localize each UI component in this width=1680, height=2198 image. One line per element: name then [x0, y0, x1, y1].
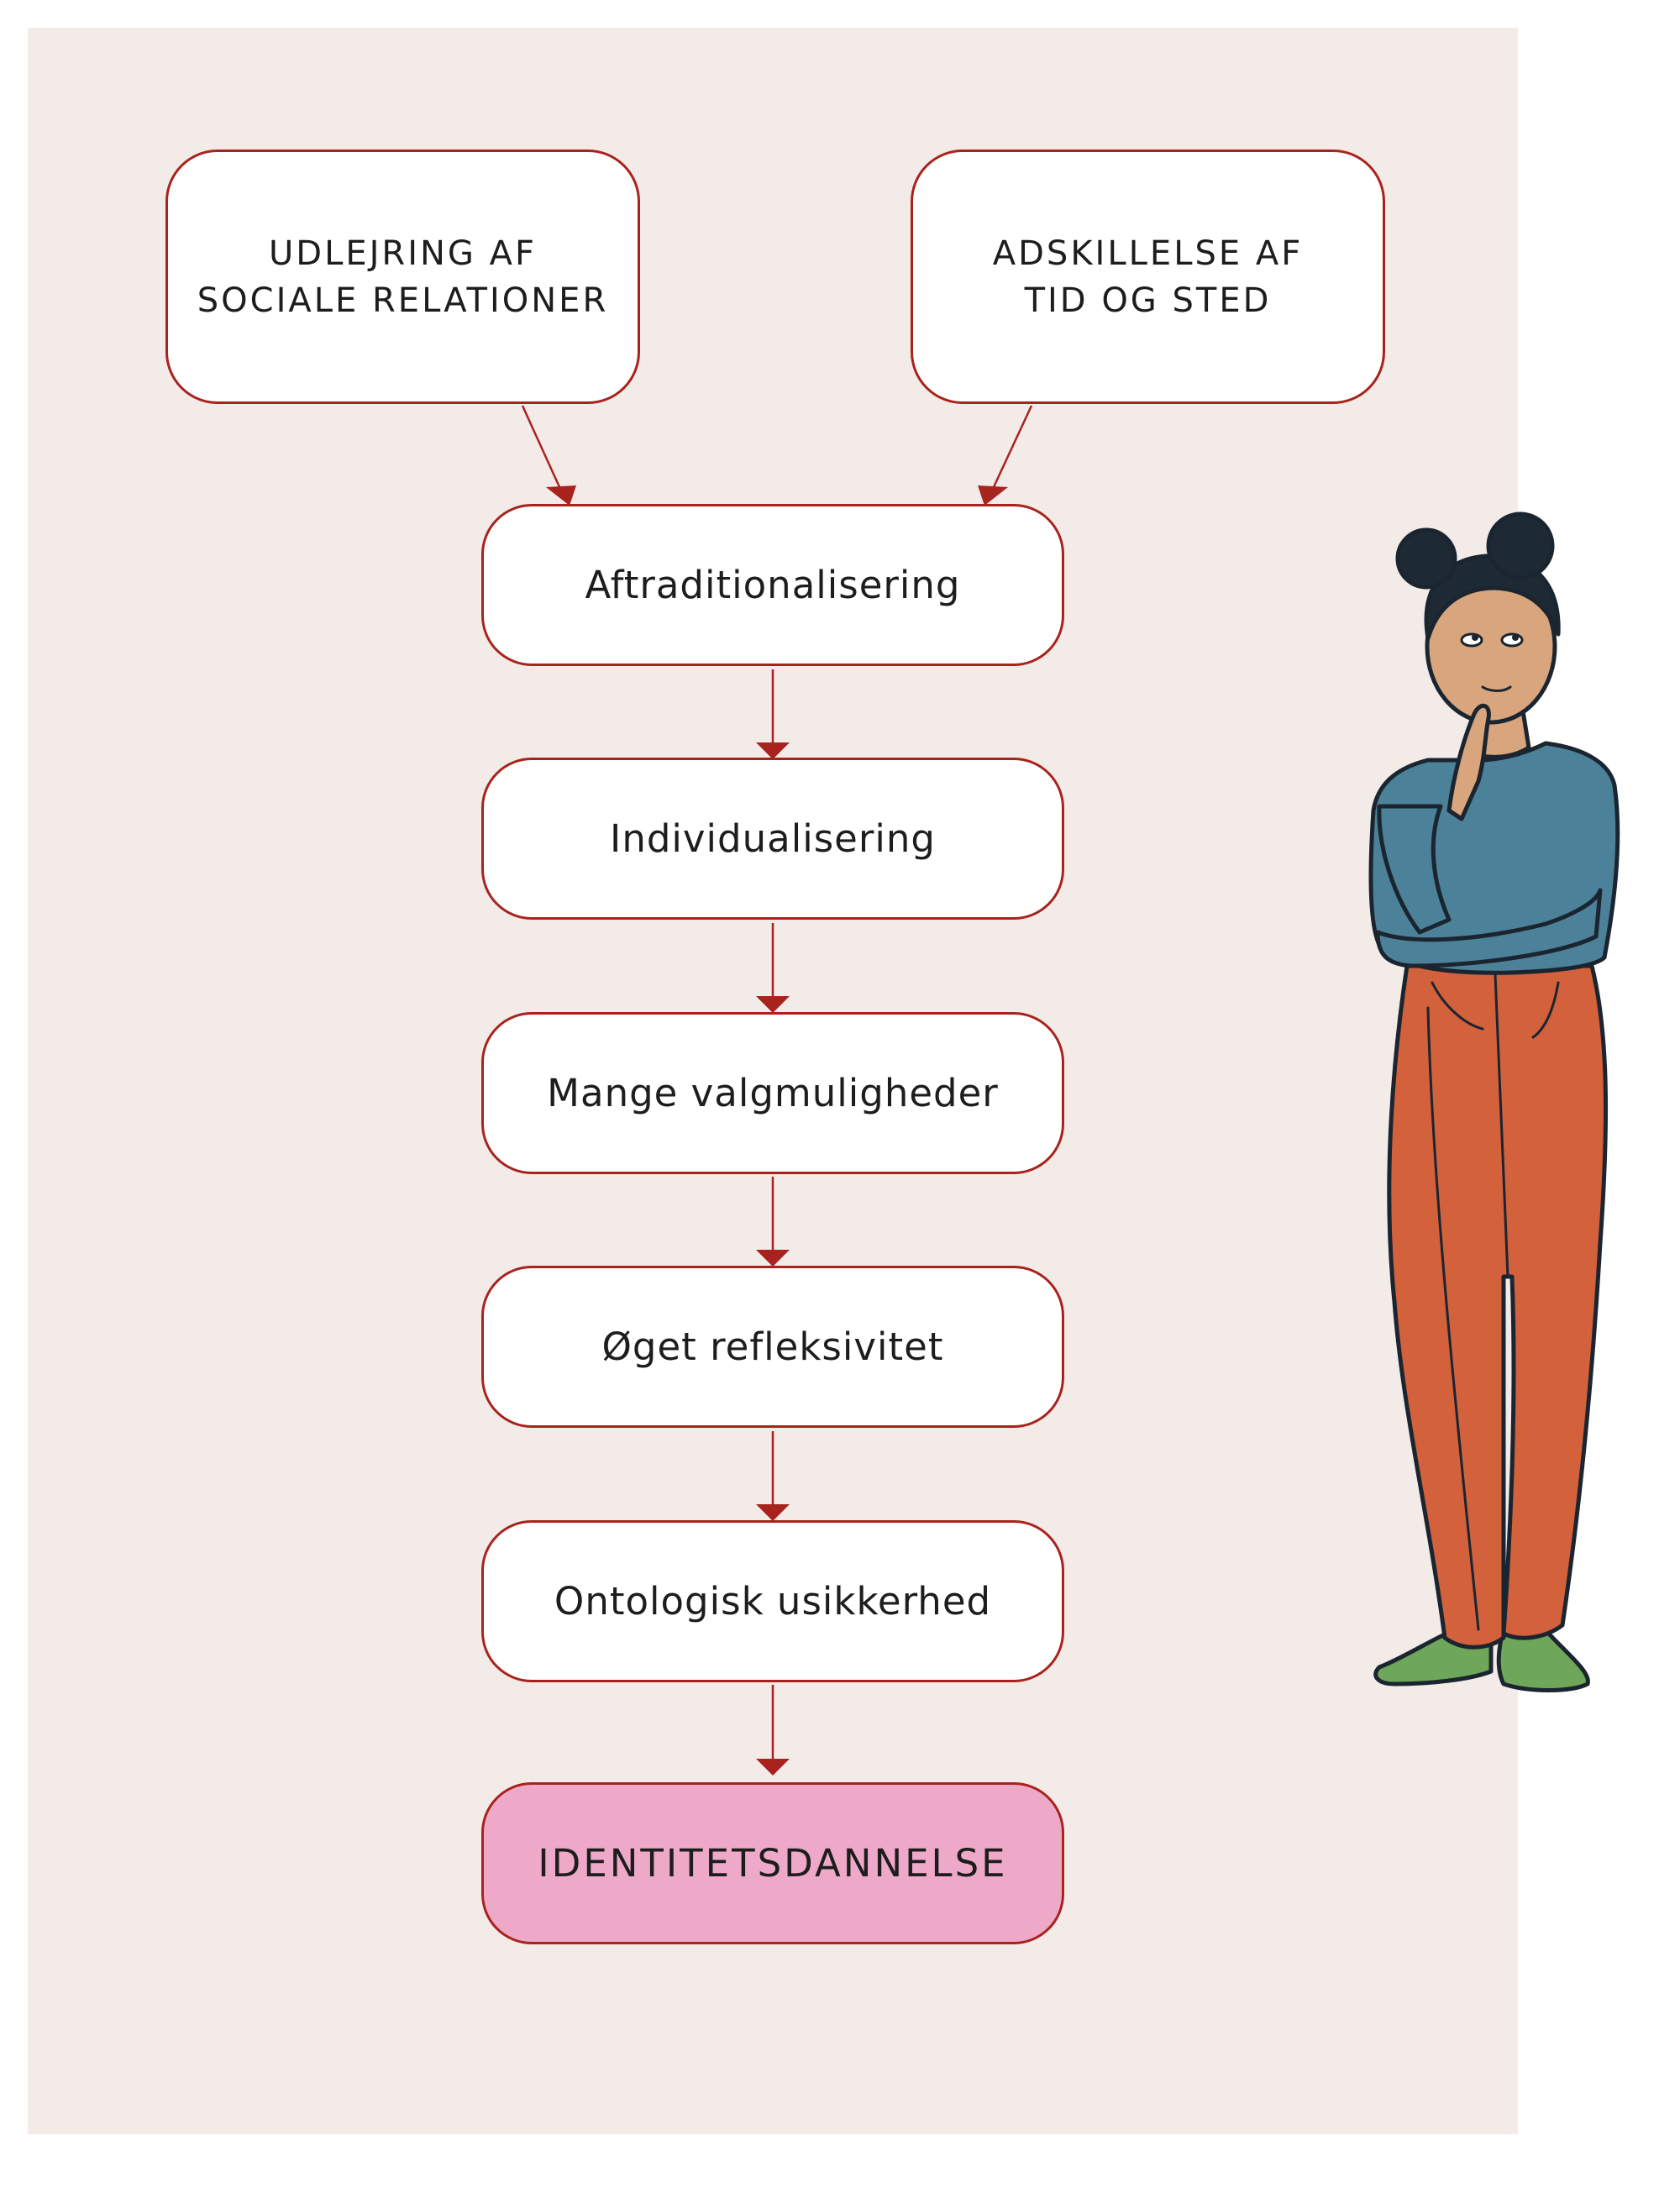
box-label: Øget refleksivitet — [601, 1325, 944, 1369]
pupil-right — [1512, 634, 1519, 641]
hair-bun-left — [1398, 530, 1455, 587]
eye-left — [1462, 634, 1482, 646]
pants — [1389, 966, 1606, 1647]
box-label: IDENTITETSDANNELSE — [538, 1841, 1008, 1886]
hair-bun-right — [1488, 514, 1552, 578]
box-label: Ontologisk usikkerhed — [554, 1579, 992, 1624]
box-label: Individualisering — [610, 816, 936, 861]
box-label: Aftraditionalisering — [585, 563, 961, 607]
box-label: ADSKILLELSE AF TID OG STED — [992, 233, 1304, 320]
box-label: UDLEJRING AF SOCIALE RELATIONER — [197, 233, 609, 320]
box-label: Mange valgmuligheder — [547, 1071, 999, 1115]
pupil-left — [1472, 634, 1478, 641]
eye-right — [1502, 634, 1522, 646]
